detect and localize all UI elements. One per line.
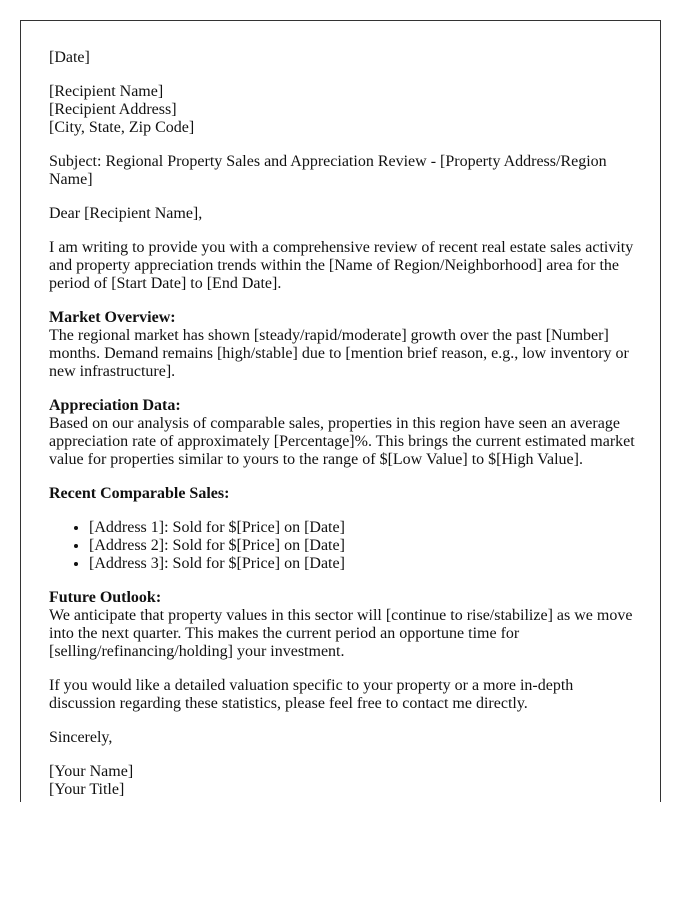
intro-paragraph: I am writing to provide you with a comprehensive review of recent real estate sales activity and property appreciation trends within the [Name of Region/Neighborhood] area for the period of [Start Date] to [End Date].	[49, 239, 634, 292]
future-outlook-section	[49, 589, 639, 661]
letter-date: [Date]	[49, 49, 90, 66]
sign-off: Sincerely,	[49, 729, 113, 746]
sender-title: [Your Title]	[49, 781, 125, 798]
market-overview-body: The regional market has shown [steady/rapid/moderate] growth over the past [Number] months. Demand remains [high/stable] due to [mention brief reason, e.g., low inventory or new infrastructure].	[49, 327, 629, 380]
comparable-sales-list	[49, 519, 639, 573]
recipient-city-state-zip: [City, State, Zip Code]	[49, 119, 195, 136]
subject-line: Subject: Regional Property Sales and Appreciation Review - [Property Address/Region Name]	[49, 153, 607, 188]
market-overview-section	[49, 309, 639, 381]
list-item: • [Address 1]: Sold for $[Price] on [Date]	[89, 519, 639, 537]
closing-paragraph: If you would like a detailed valuation specific to your property or a more in-depth discussion regarding these statistics, please feel free to contact me directly.	[49, 677, 574, 712]
recipient-block	[49, 83, 639, 137]
list-item: • [Address 3]: Sold for $[Price] on [Date]	[89, 555, 639, 573]
sender-name: [Your Name]	[49, 763, 134, 780]
future-outlook-body: We anticipate that property values in this sector will [continue to rise/stabilize] as we move into the next quarter. This makes the current period an opportune time for [selling/refinancing/holding] your investment.	[49, 607, 633, 660]
market-overview-heading: Market Overview:	[49, 309, 176, 326]
comparable-sales-heading: Recent Comparable Sales:	[49, 485, 230, 502]
letter-body	[49, 21, 639, 799]
appreciation-data-heading: Appreciation Data:	[49, 397, 181, 414]
appreciation-data-section	[49, 397, 639, 469]
list-item: • [Address 2]: Sold for $[Price] on [Date]	[89, 537, 639, 555]
future-outlook-heading: Future Outlook:	[49, 589, 162, 606]
recipient-address: [Recipient Address]	[49, 101, 177, 118]
letter-page	[20, 20, 661, 802]
sender-block	[49, 763, 639, 799]
recipient-name: [Recipient Name]	[49, 83, 164, 100]
comparable-sales-heading-wrap	[49, 485, 639, 503]
appreciation-data-body: Based on our analysis of comparable sales, properties in this region have seen an average appreciation rate of approximately [Percentage]%. This brings the current estimated market value for properties similar to yours to the range of $[Low Value] to $[High Value].	[49, 415, 635, 468]
salutation: Dear [Recipient Name],	[49, 205, 203, 222]
